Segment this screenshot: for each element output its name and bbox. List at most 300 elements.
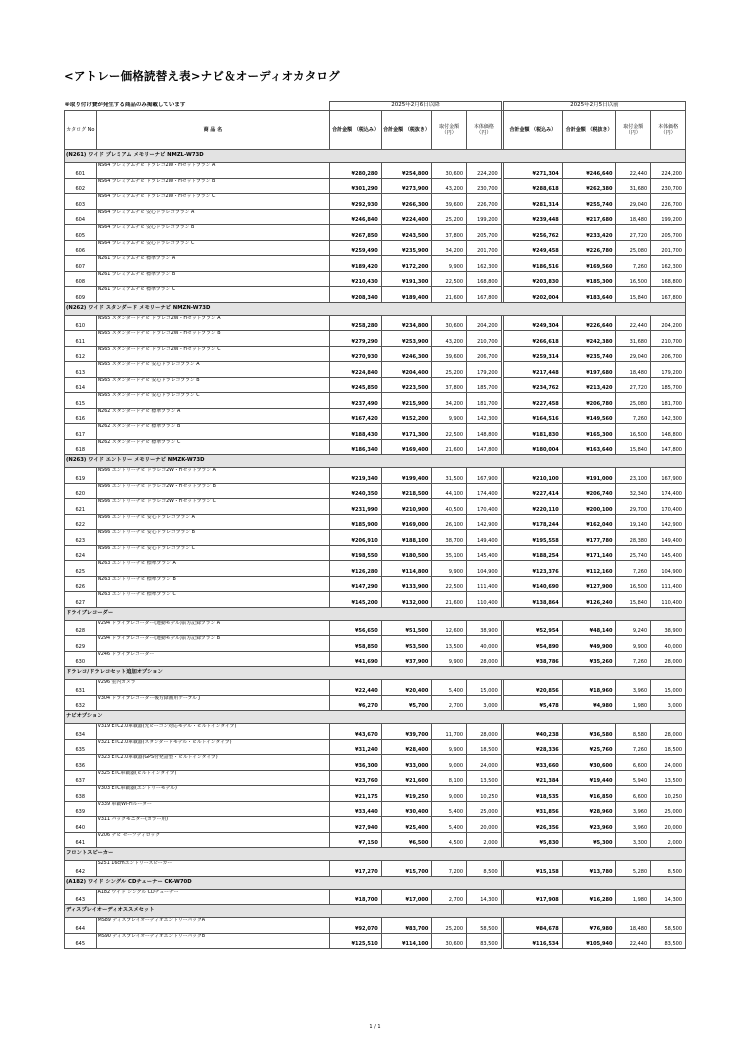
- total-tax-ex-before-cell: ¥13,780: [562, 861, 616, 877]
- total-tax-ex-cell: ¥180,500: [381, 545, 432, 561]
- table-row: [65, 561, 686, 577]
- table-row: [65, 514, 686, 530]
- body-price-before-cell: 10,250: [651, 786, 686, 802]
- total-tax-ex-cell: ¥223,500: [381, 377, 432, 393]
- total-tax-in-cell: ¥147,290: [330, 576, 382, 592]
- install-cell: 8,100: [432, 770, 467, 786]
- body-price-cell: 206,700: [467, 346, 502, 362]
- section-header-row: [65, 607, 686, 620]
- install-cell: 44,100: [432, 483, 467, 499]
- table-row: [65, 545, 686, 561]
- period-before: 2025年2月5日以前: [503, 102, 685, 111]
- total-tax-ex-cell: ¥215,900: [381, 393, 432, 409]
- product-name-cell: NS64 プレミアムナビ 安心ドラレコプラン B: [96, 225, 330, 241]
- total-tax-ex-cell: ¥172,200: [381, 256, 432, 272]
- product-name-cell: MS89 ディスプレイオーディオエントリーパックA: [96, 918, 330, 934]
- section-title: (N262) ワイド スタンダード メモリーナビ NMZN-W73D: [65, 302, 686, 315]
- section-title: フロントスピーカー: [65, 848, 686, 861]
- body-price-before-cell: 58,500: [651, 918, 686, 934]
- total-tax-ex-before-cell: ¥206,780: [562, 393, 616, 409]
- table-row: [65, 530, 686, 546]
- header-catalog-no: カタログ No: [65, 111, 97, 150]
- total-tax-ex-before-cell: ¥76,980: [562, 918, 616, 934]
- total-tax-ex-before-cell: ¥217,680: [562, 209, 616, 225]
- total-tax-in-cell: ¥279,290: [330, 331, 382, 347]
- install-before-cell: 25,080: [616, 240, 651, 256]
- total-tax-ex-before-cell: ¥19,440: [562, 770, 616, 786]
- body-price-before-cell: 162,300: [651, 256, 686, 272]
- product-name-cell: NS64 プレミアムナビ 安心ドラレコプラン C: [96, 240, 330, 256]
- product-name-cell: NS65 スタンダードナビ 安心ドラレコプラン B: [96, 377, 330, 393]
- catalog-no-cell: 613: [65, 362, 97, 378]
- catalog-no-cell: 607: [65, 256, 97, 272]
- catalog-no-cell: 625: [65, 561, 97, 577]
- total-tax-in-cell: ¥36,300: [330, 755, 382, 771]
- total-tax-in-cell: ¥145,200: [330, 592, 382, 608]
- table-row: [65, 636, 686, 652]
- total-tax-in-cell: ¥18,700: [330, 889, 382, 905]
- body-price-before-cell: 3,000: [651, 695, 686, 711]
- install-before-cell: 3,300: [616, 832, 651, 848]
- note: ※取り付け費が発生する商品のみ掲載しています: [65, 102, 330, 111]
- table-row: [65, 786, 686, 802]
- header-total-tax-in: 合計金額 （税込み）: [330, 111, 382, 150]
- total-tax-in-cell: ¥33,440: [330, 801, 382, 817]
- catalog-no-cell: 644: [65, 918, 97, 934]
- body-price-before-cell: 226,700: [651, 194, 686, 210]
- product-name-cell: NS65 スタンダードナビ ドラレコ2W・Fiセットプラン C: [96, 346, 330, 362]
- install-cell: 22,500: [432, 424, 467, 440]
- install-before-cell: 9,900: [616, 636, 651, 652]
- install-before-cell: 29,040: [616, 194, 651, 210]
- total-tax-ex-before-cell: ¥246,640: [562, 163, 616, 179]
- install-cell: 39,600: [432, 346, 467, 362]
- install-before-cell: 18,480: [616, 209, 651, 225]
- total-tax-in-cell: ¥224,840: [330, 362, 382, 378]
- total-tax-ex-before-cell: ¥5,300: [562, 832, 616, 848]
- product-name-cell: V311 バックモニター(カラー用): [96, 817, 330, 833]
- body-price-cell: 14,300: [467, 889, 502, 905]
- table-row: [65, 362, 686, 378]
- total-tax-ex-cell: ¥132,000: [381, 592, 432, 608]
- product-name-cell: V323 ETC2.0車載器(GPS付発話型・ビルトインタイプ): [96, 755, 330, 771]
- install-before-cell: 15,840: [616, 439, 651, 455]
- install-before-cell: 23,100: [616, 468, 651, 484]
- product-name-cell: NS65 スタンダードナビ ドラレコ2W・Fiセットプラン B: [96, 331, 330, 347]
- catalog-no-cell: 621: [65, 499, 97, 515]
- total-tax-ex-cell: ¥17,000: [381, 889, 432, 905]
- body-price-cell: 204,200: [467, 315, 502, 331]
- install-cell: 37,800: [432, 225, 467, 241]
- catalog-no-cell: 618: [65, 439, 97, 455]
- total-tax-ex-cell: ¥169,400: [381, 439, 432, 455]
- total-tax-in-cell: ¥31,240: [330, 739, 382, 755]
- product-name-cell: NS66 エントリーナビ ドラレコ2W・Fiセットプラン A: [96, 468, 330, 484]
- table-row: [65, 770, 686, 786]
- install-cell: 37,800: [432, 377, 467, 393]
- total-tax-in-before-cell: ¥5,830: [503, 832, 562, 848]
- table-row: [65, 287, 686, 303]
- body-price-before-cell: 8,500: [651, 861, 686, 877]
- catalog-no-cell: 614: [65, 377, 97, 393]
- table-row: [65, 256, 686, 272]
- section-header-row: [65, 905, 686, 918]
- body-price-before-cell: 210,700: [651, 331, 686, 347]
- total-tax-in-cell: ¥7,150: [330, 832, 382, 848]
- total-tax-ex-cell: ¥39,700: [381, 724, 432, 740]
- install-cell: 38,700: [432, 530, 467, 546]
- body-price-cell: 205,700: [467, 225, 502, 241]
- catalog-no-cell: 610: [65, 315, 97, 331]
- total-tax-ex-cell: ¥218,500: [381, 483, 432, 499]
- install-before-cell: 22,440: [616, 933, 651, 949]
- product-name-cell: V206 ナビ セーフティロック: [96, 832, 330, 848]
- body-price-cell: 28,000: [467, 724, 502, 740]
- total-tax-ex-cell: ¥254,800: [381, 163, 432, 179]
- catalog-no-cell: 605: [65, 225, 97, 241]
- body-price-before-cell: 15,000: [651, 680, 686, 696]
- body-price-before-cell: 28,000: [651, 724, 686, 740]
- total-tax-ex-cell: ¥204,400: [381, 362, 432, 378]
- total-tax-in-before-cell: ¥188,254: [503, 545, 562, 561]
- catalog-no-cell: 611: [65, 331, 97, 347]
- section-title: (A182) ワイド シングル CDチューナー CK-W70D: [65, 876, 686, 889]
- table-row: [65, 393, 686, 409]
- install-before-cell: 25,080: [616, 393, 651, 409]
- catalog-no-cell: 636: [65, 755, 97, 771]
- table-row: [65, 499, 686, 515]
- body-price-before-cell: 230,700: [651, 178, 686, 194]
- product-name-cell: N263 エントリーナビ 標準プラン A: [96, 561, 330, 577]
- install-before-cell: 3,960: [616, 817, 651, 833]
- total-tax-in-cell: ¥27,940: [330, 817, 382, 833]
- total-tax-ex-cell: ¥114,800: [381, 561, 432, 577]
- product-name-cell: NS65 スタンダードナビ 安心ドラレコプラン C: [96, 393, 330, 409]
- total-tax-ex-cell: ¥266,300: [381, 194, 432, 210]
- total-tax-in-cell: ¥185,900: [330, 514, 382, 530]
- total-tax-ex-before-cell: ¥206,740: [562, 483, 616, 499]
- table-row: [65, 755, 686, 771]
- install-cell: 5,400: [432, 817, 467, 833]
- body-price-cell: 104,900: [467, 561, 502, 577]
- product-name-cell: N262 スタンダードナビ 標準プラン A: [96, 408, 330, 424]
- total-tax-in-cell: ¥21,175: [330, 786, 382, 802]
- install-before-cell: 18,480: [616, 362, 651, 378]
- install-before-cell: 18,480: [616, 918, 651, 934]
- body-price-cell: 10,250: [467, 786, 502, 802]
- total-tax-in-cell: ¥56,650: [330, 620, 382, 636]
- body-price-cell: 13,500: [467, 770, 502, 786]
- body-price-cell: 20,000: [467, 817, 502, 833]
- product-name-cell: N262 スタンダードナビ 標準プラン C: [96, 439, 330, 455]
- total-tax-ex-cell: ¥37,900: [381, 651, 432, 667]
- body-price-before-cell: 20,000: [651, 817, 686, 833]
- catalog-no-cell: 617: [65, 424, 97, 440]
- body-price-before-cell: 2,000: [651, 832, 686, 848]
- table-row: [65, 439, 686, 455]
- header-total-tax-ex-before: 合計金額 （税抜き）: [562, 111, 616, 150]
- total-tax-in-cell: ¥231,990: [330, 499, 382, 515]
- table-row: [65, 315, 686, 331]
- total-tax-ex-cell: ¥169,000: [381, 514, 432, 530]
- body-price-before-cell: 148,800: [651, 424, 686, 440]
- body-price-before-cell: 25,000: [651, 801, 686, 817]
- table-row: [65, 240, 686, 256]
- body-price-cell: 174,400: [467, 483, 502, 499]
- table-row: [65, 346, 686, 362]
- body-price-cell: 15,000: [467, 680, 502, 696]
- total-tax-ex-cell: ¥171,300: [381, 424, 432, 440]
- body-price-cell: 210,700: [467, 331, 502, 347]
- total-tax-ex-cell: ¥6,500: [381, 832, 432, 848]
- product-name-cell: V246 ドライブレコーダー: [96, 651, 330, 667]
- total-tax-in-cell: ¥219,340: [330, 468, 382, 484]
- total-tax-in-before-cell: ¥217,448: [503, 362, 562, 378]
- body-price-cell: 111,400: [467, 576, 502, 592]
- body-price-cell: 8,500: [467, 861, 502, 877]
- total-tax-in-before-cell: ¥220,110: [503, 499, 562, 515]
- total-tax-ex-cell: ¥19,250: [381, 786, 432, 802]
- total-tax-in-cell: ¥167,420: [330, 408, 382, 424]
- install-before-cell: 22,440: [616, 315, 651, 331]
- install-cell: 12,600: [432, 620, 467, 636]
- page-number: 1 / 1: [369, 1024, 381, 1030]
- table-body: [65, 150, 686, 949]
- table-row: [65, 483, 686, 499]
- product-name-cell: NS64 プレミアムナビ ドラレコ2W・Fiセットプラン B: [96, 178, 330, 194]
- body-price-cell: 170,400: [467, 499, 502, 515]
- install-cell: 30,600: [432, 315, 467, 331]
- total-tax-in-before-cell: ¥84,678: [503, 918, 562, 934]
- body-price-before-cell: 170,400: [651, 499, 686, 515]
- total-tax-ex-cell: ¥234,800: [381, 315, 432, 331]
- product-name-cell: NS64 プレミアムナビ ドラレコ2W・Fiセットプラン C: [96, 194, 330, 210]
- total-tax-in-before-cell: ¥21,384: [503, 770, 562, 786]
- total-tax-ex-cell: ¥28,400: [381, 739, 432, 755]
- install-before-cell: 15,840: [616, 592, 651, 608]
- body-price-cell: 28,000: [467, 651, 502, 667]
- body-price-before-cell: 13,500: [651, 770, 686, 786]
- total-tax-in-cell: ¥270,930: [330, 346, 382, 362]
- install-cell: 21,600: [432, 287, 467, 303]
- total-tax-ex-before-cell: ¥126,240: [562, 592, 616, 608]
- total-tax-ex-cell: ¥20,400: [381, 680, 432, 696]
- catalog-no-cell: 616: [65, 408, 97, 424]
- catalog-no-cell: 606: [65, 240, 97, 256]
- total-tax-in-cell: ¥125,510: [330, 933, 382, 949]
- body-price-cell: 167,900: [467, 468, 502, 484]
- total-tax-ex-before-cell: ¥226,780: [562, 240, 616, 256]
- total-tax-ex-cell: ¥253,900: [381, 331, 432, 347]
- install-before-cell: 16,500: [616, 271, 651, 287]
- install-before-cell: 27,720: [616, 377, 651, 393]
- body-price-cell: 2,000: [467, 832, 502, 848]
- header-body: 本体価格 （円）: [467, 111, 502, 150]
- catalog-no-cell: 643: [65, 889, 97, 905]
- total-tax-ex-cell: ¥273,900: [381, 178, 432, 194]
- total-tax-in-cell: ¥280,280: [330, 163, 382, 179]
- section-header-row: [65, 711, 686, 724]
- catalog-no-cell: 627: [65, 592, 97, 608]
- body-price-cell: 18,500: [467, 739, 502, 755]
- install-before-cell: 32,340: [616, 483, 651, 499]
- catalog-no-cell: 630: [65, 651, 97, 667]
- body-price-cell: 147,800: [467, 439, 502, 455]
- page-title: <アトレー価格読替え表>ナビ＆オーディオカタログ: [64, 69, 340, 83]
- total-tax-in-before-cell: ¥138,864: [503, 592, 562, 608]
- total-tax-in-cell: ¥245,850: [330, 377, 382, 393]
- install-before-cell: 7,260: [616, 561, 651, 577]
- table-row: [65, 817, 686, 833]
- body-price-cell: 3,000: [467, 695, 502, 711]
- product-name-cell: V319 ETC2.0車載器(光ビーコン対応モデル・ビルトインタイプ): [96, 724, 330, 740]
- catalog-no-cell: 615: [65, 393, 97, 409]
- section-title: (N261) ワイド プレミアム メモリーナビ NMZL-W73D: [65, 150, 686, 163]
- product-name-cell: V296 室内カメラ: [96, 680, 330, 696]
- total-tax-in-cell: ¥259,490: [330, 240, 382, 256]
- total-tax-in-before-cell: ¥28,336: [503, 739, 562, 755]
- catalog-no-cell: 629: [65, 636, 97, 652]
- total-tax-ex-cell: ¥114,100: [381, 933, 432, 949]
- install-cell: 35,100: [432, 545, 467, 561]
- body-price-cell: 110,400: [467, 592, 502, 608]
- product-name-cell: V339 車載Wi-Fiルーター: [96, 801, 330, 817]
- total-tax-in-before-cell: ¥5,478: [503, 695, 562, 711]
- catalog-no-cell: 604: [65, 209, 97, 225]
- total-tax-ex-before-cell: ¥16,280: [562, 889, 616, 905]
- total-tax-in-before-cell: ¥281,314: [503, 194, 562, 210]
- table-row: [65, 680, 686, 696]
- install-cell: 9,900: [432, 408, 467, 424]
- catalog-no-cell: 603: [65, 194, 97, 210]
- body-price-before-cell: 204,200: [651, 315, 686, 331]
- total-tax-in-before-cell: ¥38,786: [503, 651, 562, 667]
- section-title: ドライブレコーダー: [65, 607, 686, 620]
- product-name-cell: NS64 プレミアムナビ 安心ドラレコプラン A: [96, 209, 330, 225]
- total-tax-ex-cell: ¥246,300: [381, 346, 432, 362]
- install-cell: 26,100: [432, 514, 467, 530]
- body-price-before-cell: 110,400: [651, 592, 686, 608]
- total-tax-ex-before-cell: ¥16,850: [562, 786, 616, 802]
- header-install: 取付金額 （円）: [432, 111, 467, 150]
- install-before-cell: 25,740: [616, 545, 651, 561]
- table-row: [65, 651, 686, 667]
- table-row: [65, 861, 686, 877]
- total-tax-ex-before-cell: ¥163,640: [562, 439, 616, 455]
- section-header-row: [65, 667, 686, 680]
- install-cell: 34,200: [432, 393, 467, 409]
- total-tax-ex-before-cell: ¥36,580: [562, 724, 616, 740]
- catalog-no-cell: 624: [65, 545, 97, 561]
- install-before-cell: 28,380: [616, 530, 651, 546]
- catalog-no-cell: 637: [65, 770, 97, 786]
- body-price-cell: 168,800: [467, 271, 502, 287]
- total-tax-in-before-cell: ¥52,954: [503, 620, 562, 636]
- product-name-cell: NS66 エントリーナビ ドラレコ2W・Fiセットプラン B: [96, 483, 330, 499]
- install-cell: 22,500: [432, 271, 467, 287]
- install-before-cell: 15,840: [616, 287, 651, 303]
- body-price-before-cell: 185,700: [651, 377, 686, 393]
- table-row: [65, 271, 686, 287]
- total-tax-ex-cell: ¥191,300: [381, 271, 432, 287]
- install-before-cell: 31,680: [616, 331, 651, 347]
- install-cell: 30,600: [432, 933, 467, 949]
- install-before-cell: 3,960: [616, 680, 651, 696]
- total-tax-ex-cell: ¥188,100: [381, 530, 432, 546]
- body-price-before-cell: 201,700: [651, 240, 686, 256]
- catalog-no-cell: 642: [65, 861, 97, 877]
- total-tax-in-before-cell: ¥266,618: [503, 331, 562, 347]
- table-row: [65, 620, 686, 636]
- total-tax-ex-cell: ¥51,500: [381, 620, 432, 636]
- install-cell: 9,900: [432, 651, 467, 667]
- total-tax-in-cell: ¥292,930: [330, 194, 382, 210]
- body-price-cell: 226,700: [467, 194, 502, 210]
- body-price-before-cell: 167,900: [651, 468, 686, 484]
- body-price-cell: 24,000: [467, 755, 502, 771]
- total-tax-ex-before-cell: ¥262,380: [562, 178, 616, 194]
- table-row: [65, 194, 686, 210]
- body-price-before-cell: 38,900: [651, 620, 686, 636]
- total-tax-in-cell: ¥237,490: [330, 393, 382, 409]
- body-price-cell: 185,700: [467, 377, 502, 393]
- install-cell: 9,900: [432, 561, 467, 577]
- install-cell: 30,600: [432, 163, 467, 179]
- catalog-no-cell: 622: [65, 514, 97, 530]
- total-tax-ex-before-cell: ¥49,900: [562, 636, 616, 652]
- body-price-before-cell: 28,000: [651, 651, 686, 667]
- catalog-no-cell: 632: [65, 695, 97, 711]
- catalog-no-cell: 641: [65, 832, 97, 848]
- total-tax-in-before-cell: ¥195,558: [503, 530, 562, 546]
- product-name-cell: NS66 エントリーナビ 安心ドラレコプラン A: [96, 514, 330, 530]
- total-tax-ex-before-cell: ¥165,300: [562, 424, 616, 440]
- total-tax-in-before-cell: ¥26,356: [503, 817, 562, 833]
- product-name-cell: NS66 エントリーナビ 安心ドラレコプラン C: [96, 545, 330, 561]
- body-price-before-cell: 149,400: [651, 530, 686, 546]
- body-price-before-cell: 83,500: [651, 933, 686, 949]
- install-cell: 9,900: [432, 256, 467, 272]
- product-name-cell: V321 ETC2.0車載器(スタンダードモデル・ビルトインタイプ): [96, 739, 330, 755]
- catalog-no-cell: 639: [65, 801, 97, 817]
- body-price-cell: 224,200: [467, 163, 502, 179]
- install-cell: 5,400: [432, 801, 467, 817]
- install-cell: 5,400: [432, 680, 467, 696]
- product-name-cell: N262 スタンダードナビ 標準プラン B: [96, 424, 330, 440]
- total-tax-in-before-cell: ¥181,830: [503, 424, 562, 440]
- catalog-no-cell: 628: [65, 620, 97, 636]
- product-name-cell: MS90 ディスプレイオーディオエントリーパックB: [96, 933, 330, 949]
- period-after: 2025年2月6日以降: [330, 102, 502, 111]
- total-tax-in-before-cell: ¥234,762: [503, 377, 562, 393]
- total-tax-in-before-cell: ¥33,660: [503, 755, 562, 771]
- total-tax-in-before-cell: ¥202,004: [503, 287, 562, 303]
- install-cell: 21,600: [432, 439, 467, 455]
- body-price-before-cell: 145,400: [651, 545, 686, 561]
- total-tax-in-before-cell: ¥54,890: [503, 636, 562, 652]
- total-tax-in-before-cell: ¥20,856: [503, 680, 562, 696]
- install-before-cell: 29,040: [616, 346, 651, 362]
- total-tax-ex-before-cell: ¥235,740: [562, 346, 616, 362]
- product-name-cell: S251 16cmエントリースピーカー: [96, 861, 330, 877]
- install-cell: 39,600: [432, 194, 467, 210]
- total-tax-ex-cell: ¥243,500: [381, 225, 432, 241]
- total-tax-ex-before-cell: ¥177,780: [562, 530, 616, 546]
- body-price-cell: 58,500: [467, 918, 502, 934]
- install-before-cell: 19,140: [616, 514, 651, 530]
- body-price-before-cell: 205,700: [651, 225, 686, 241]
- install-before-cell: 7,260: [616, 651, 651, 667]
